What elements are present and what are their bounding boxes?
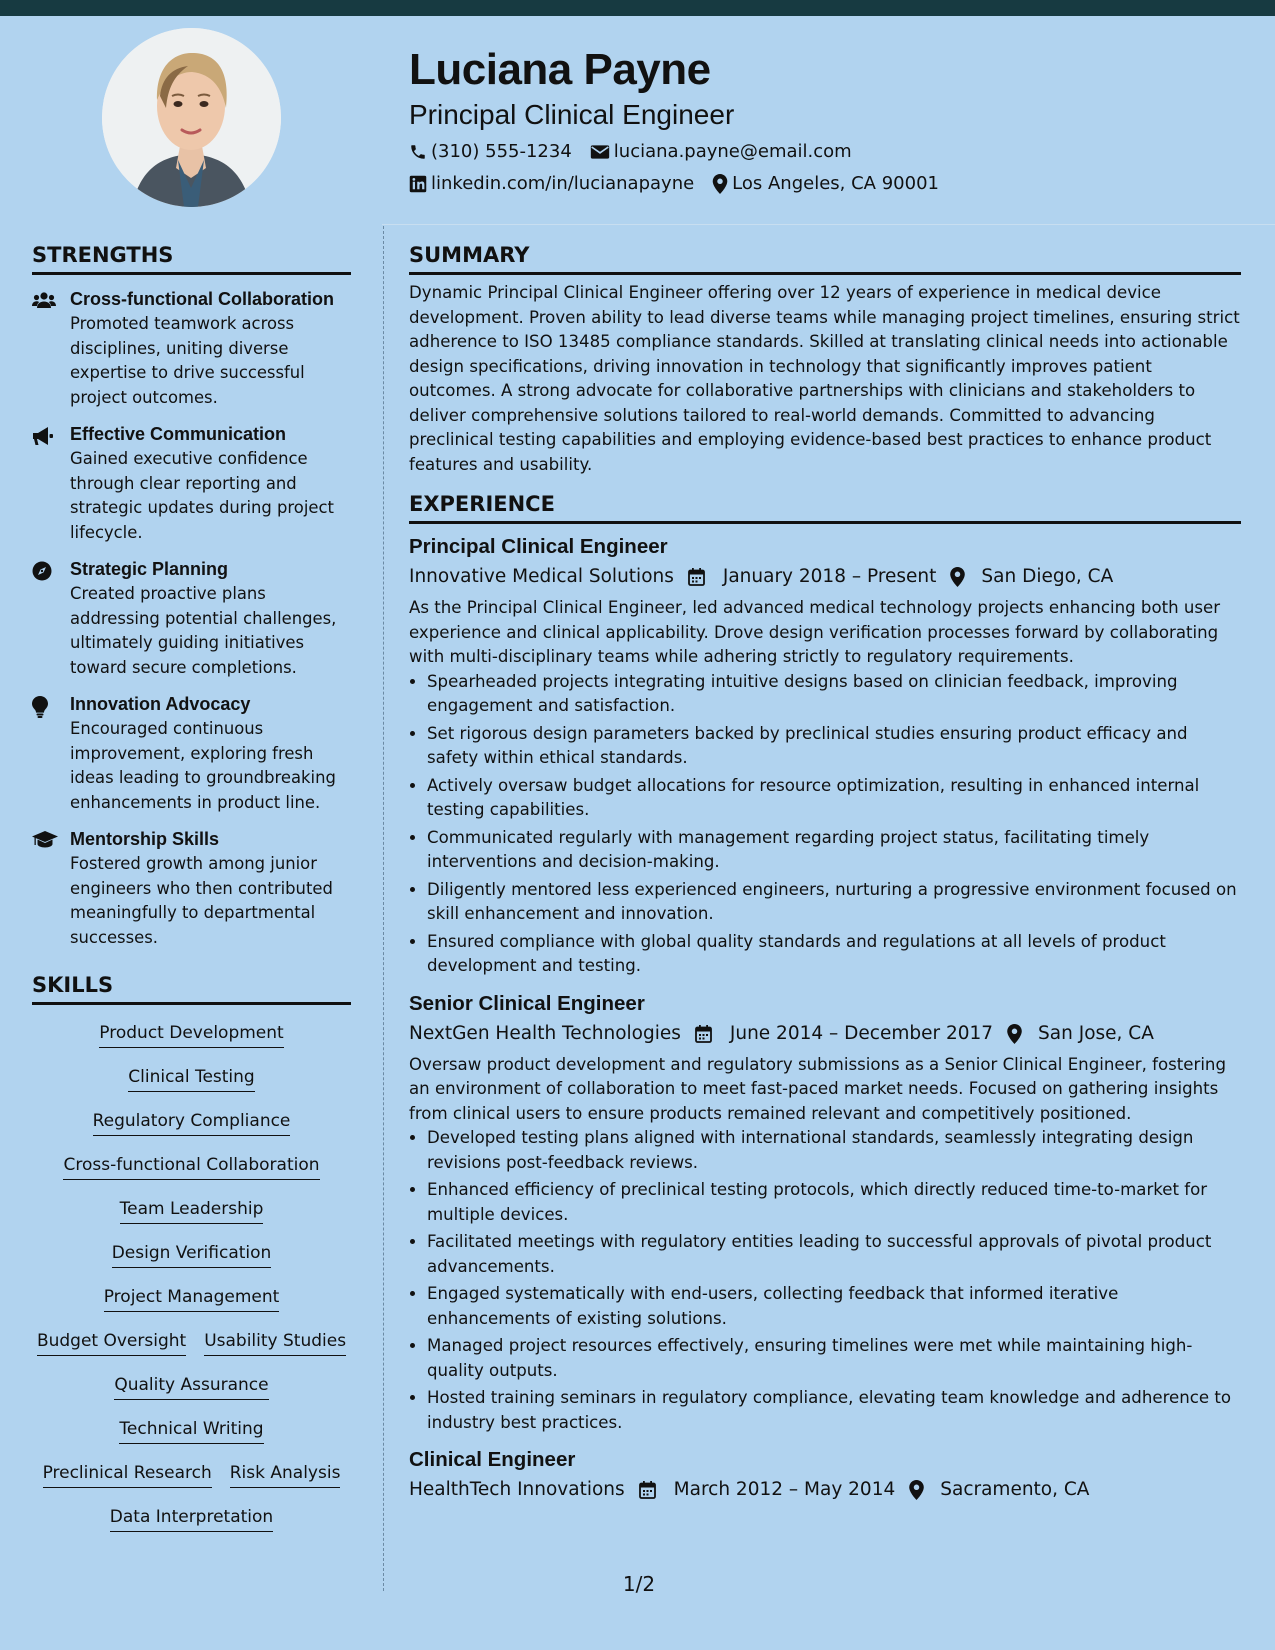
lightbulb-icon bbox=[32, 692, 70, 815]
top-bar bbox=[0, 0, 1275, 16]
envelope-icon bbox=[590, 143, 610, 161]
job-bullet: • Enhanced efficiency of preclinical testing protocols, which directly reduced time-to-market for multiple devices. bbox=[427, 1178, 1241, 1227]
strength-title: Cross-functional Collaboration bbox=[70, 289, 335, 309]
strength-item bbox=[32, 692, 351, 815]
job-description: As the Principal Clinical Engineer, led advanced medical technology projects enhancing both user experience and clinical applicability. Drove design verification processes forward by collaborating with multi-disciplinary teams while adhering strictly to regulatory requirements. bbox=[409, 598, 1221, 666]
compass-icon bbox=[32, 557, 70, 680]
skill-tag: Team Leadership bbox=[120, 1197, 264, 1224]
strength-title: Effective Communication bbox=[70, 424, 287, 444]
portrait-image bbox=[102, 28, 281, 207]
skill-row bbox=[32, 1109, 351, 1136]
strength-description: Gained executive confidence through clear reporting and strategic updates during project lifecycle. bbox=[70, 449, 334, 542]
linkedin-contact[interactable] bbox=[409, 168, 694, 200]
users-icon bbox=[32, 287, 70, 410]
job-bullet: • Communicated regularly with management regarding project status, facilitating timely interventions and decision-making. bbox=[427, 826, 1241, 875]
skill-tag: Design Verification bbox=[112, 1241, 272, 1268]
job-bullet: • Actively oversaw budget allocations for resource optimization, resulting in enhanced internal testing capabilities. bbox=[427, 774, 1241, 823]
skills-heading: SKILLS bbox=[32, 970, 351, 1005]
job-location-text: San Jose, CA bbox=[1038, 1022, 1154, 1044]
right-column bbox=[409, 240, 1241, 1509]
job-dates-text: January 2018 – Present bbox=[722, 566, 937, 587]
skill-row bbox=[32, 1505, 351, 1532]
job-bullet: • Diligently mentored less experienced engineers, nurturing a progressive environment focused on skill enhancement and innovation. bbox=[427, 878, 1241, 927]
graduation-cap-icon bbox=[32, 827, 70, 950]
strength-description: Created proactive plans addressing potential challenges, ultimately guiding initiatives toward secure completions. bbox=[70, 584, 337, 677]
job-bullet: • Spearheaded projects integrating intuitive designs based on clinician feedback, improving engagement and satisfaction. bbox=[427, 670, 1241, 719]
column-divider bbox=[383, 226, 384, 1591]
job-bullet: • Facilitated meetings with regulatory entities leading to successful approvals of pivotal product advancements. bbox=[427, 1230, 1241, 1279]
skill-tag: Regulatory Compliance bbox=[93, 1109, 291, 1136]
skill-tag: Risk Analysis bbox=[230, 1461, 341, 1488]
skill-row bbox=[32, 1065, 351, 1092]
job-location bbox=[909, 1475, 1089, 1505]
strengths-heading: STRENGTHS bbox=[32, 240, 351, 275]
job-bullet: • Set rigorous design parameters backed by preclinical studies ensuring product efficacy and safety within ethical standards. bbox=[427, 722, 1241, 771]
location-contact bbox=[712, 168, 939, 200]
strength-description: Encouraged continuous improvement, exploring fresh ideas leading to groundbreaking enhancements in product line. bbox=[70, 719, 336, 812]
skill-tag: Budget Oversight bbox=[37, 1329, 186, 1356]
phone-icon bbox=[409, 143, 427, 161]
job-entry bbox=[409, 532, 1241, 979]
skill-row bbox=[32, 1417, 351, 1444]
linkedin-icon bbox=[409, 175, 427, 193]
job-entry bbox=[409, 989, 1241, 1436]
skill-tag: Technical Writing bbox=[119, 1417, 263, 1444]
job-entry bbox=[409, 1445, 1241, 1505]
strength-title: Mentorship Skills bbox=[70, 829, 220, 849]
strength-description: Promoted teamwork across disciplines, uniting diverse expertise to drive successful project outcomes. bbox=[70, 314, 305, 407]
skill-row bbox=[32, 1329, 351, 1356]
skill-tag: Project Management bbox=[104, 1285, 280, 1312]
skill-row bbox=[32, 1373, 351, 1400]
calendar-icon bbox=[695, 1025, 720, 1043]
skill-tag: Usability Studies bbox=[204, 1329, 346, 1356]
profile-photo bbox=[102, 28, 281, 207]
job-meta bbox=[409, 1475, 1241, 1505]
job-bullet: • Managed project resources effectively, ensuring timelines were met while maintaining high-quality outputs. bbox=[427, 1334, 1241, 1383]
skills-list bbox=[32, 1021, 351, 1532]
strength-title: Strategic Planning bbox=[70, 559, 229, 579]
job-meta bbox=[409, 1019, 1241, 1049]
job-meta bbox=[409, 562, 1241, 592]
location-text: Los Angeles, CA 90001 bbox=[732, 173, 939, 194]
strength-description: Fostered growth among junior engineers who then contributed meaningfully to departmental successes. bbox=[70, 854, 333, 947]
jobs-list bbox=[409, 532, 1241, 1505]
company-name: NextGen Health Technologies bbox=[409, 1022, 681, 1044]
job-location-text: San Diego, CA bbox=[981, 566, 1114, 587]
skill-row bbox=[32, 1285, 351, 1312]
email-text: luciana.payne@email.com bbox=[613, 141, 852, 162]
calendar-icon bbox=[688, 568, 713, 586]
skill-tag: Cross-functional Collaboration bbox=[63, 1153, 319, 1180]
strength-body bbox=[70, 422, 351, 545]
candidate-title: Principal Clinical Engineer bbox=[409, 99, 735, 130]
page-number: 1/2 bbox=[622, 1572, 656, 1596]
strength-title: Innovation Advocacy bbox=[70, 694, 251, 714]
left-column bbox=[32, 240, 351, 1532]
skill-tag: Product Development bbox=[99, 1021, 283, 1048]
phone-text: (310) 555-1234 bbox=[431, 141, 572, 162]
job-bullet: • Engaged systematically with end-users, collecting feedback that informed iterative enhancements of existing solutions. bbox=[427, 1282, 1241, 1331]
summary-text: Dynamic Principal Clinical Engineer offering over 12 years of experience in medical device development. Proven ability to lead diverse teams while managing project timelines, ensuring strict adherence to ISO 13485 compliance standards. Skilled at translating clinical needs into actionable design specifications, driving innovation in technology that significantly improves patient outcomes. A strong advocate for collaborative partnerships with clinicians and stakeholders to deliver comprehensive solutions tailored to real-world demands. Committed to advancing preclinical testing capabilities and employing evidence-based best practices to enhance product features and usability. bbox=[409, 283, 1240, 474]
strength-item bbox=[32, 422, 351, 545]
megaphone-icon bbox=[32, 422, 70, 545]
job-bullets bbox=[409, 670, 1241, 979]
job-bullets bbox=[409, 1126, 1241, 1435]
job-description: Oversaw product development and regulatory submissions as a Senior Clinical Engineer, fostering an environment of collaboration to meet fast-paced market needs. Focused on gathering insights from clinical users to ensure products remained relevant and competitively positioned. bbox=[409, 1054, 1226, 1123]
job-bullet: • Ensured compliance with global quality standards and regulations at all levels of product development and testing. bbox=[427, 930, 1241, 979]
skill-row bbox=[32, 1153, 351, 1180]
map-pin-icon bbox=[909, 1480, 932, 1500]
skill-tag: Data Interpretation bbox=[110, 1505, 273, 1532]
job-bullet: • Developed testing plans aligned with international standards, seamlessly integrating design revisions post-feedback reviews. bbox=[427, 1126, 1241, 1175]
skill-row bbox=[32, 1197, 351, 1224]
job-title: Senior Clinical Engineer bbox=[409, 991, 645, 1015]
strength-item bbox=[32, 287, 351, 410]
job-location-text: Sacramento, CA bbox=[940, 1479, 1090, 1500]
job-dates bbox=[639, 1475, 896, 1505]
experience-heading: EXPERIENCE bbox=[409, 489, 1241, 524]
strength-body bbox=[70, 827, 351, 950]
job-dates bbox=[695, 1019, 993, 1049]
strength-body bbox=[70, 287, 351, 410]
strength-item bbox=[32, 557, 351, 680]
strength-body bbox=[70, 557, 351, 680]
email-contact[interactable] bbox=[590, 136, 852, 168]
header-divider bbox=[382, 224, 1275, 225]
resume-header bbox=[409, 42, 1229, 200]
job-location bbox=[1007, 1019, 1154, 1049]
map-pin-icon bbox=[712, 174, 728, 194]
job-dates bbox=[688, 562, 937, 592]
skill-tag: Clinical Testing bbox=[128, 1065, 254, 1092]
job-bullet: • Hosted training seminars in regulatory compliance, elevating team knowledge and adherence to industry best practices. bbox=[427, 1386, 1241, 1435]
skill-row bbox=[32, 1461, 351, 1488]
skill-row bbox=[32, 1021, 351, 1048]
map-pin-icon bbox=[1007, 1024, 1030, 1044]
phone-contact[interactable] bbox=[409, 136, 572, 168]
candidate-name: Luciana Payne bbox=[409, 45, 711, 94]
summary-heading: SUMMARY bbox=[409, 240, 1241, 275]
skill-tag: Preclinical Research bbox=[43, 1461, 212, 1488]
job-location bbox=[950, 562, 1113, 592]
strengths-list bbox=[32, 287, 351, 950]
job-dates-text: March 2012 – May 2014 bbox=[673, 1479, 896, 1500]
company-name: HealthTech Innovations bbox=[409, 1479, 625, 1500]
job-title: Principal Clinical Engineer bbox=[409, 535, 668, 558]
calendar-icon bbox=[639, 1481, 664, 1499]
skill-row bbox=[32, 1241, 351, 1268]
strength-item bbox=[32, 827, 351, 950]
job-dates-text: June 2014 – December 2017 bbox=[729, 1022, 994, 1044]
company-name: Innovative Medical Solutions bbox=[409, 566, 674, 587]
strength-body bbox=[70, 692, 351, 815]
job-title: Clinical Engineer bbox=[409, 1448, 576, 1471]
map-pin-icon bbox=[950, 567, 973, 587]
contact-row-1 bbox=[409, 136, 1229, 168]
skill-tag: Quality Assurance bbox=[114, 1373, 268, 1400]
contact-row-2 bbox=[409, 168, 1229, 200]
linkedin-text: linkedin.com/in/lucianapayne bbox=[431, 173, 695, 194]
